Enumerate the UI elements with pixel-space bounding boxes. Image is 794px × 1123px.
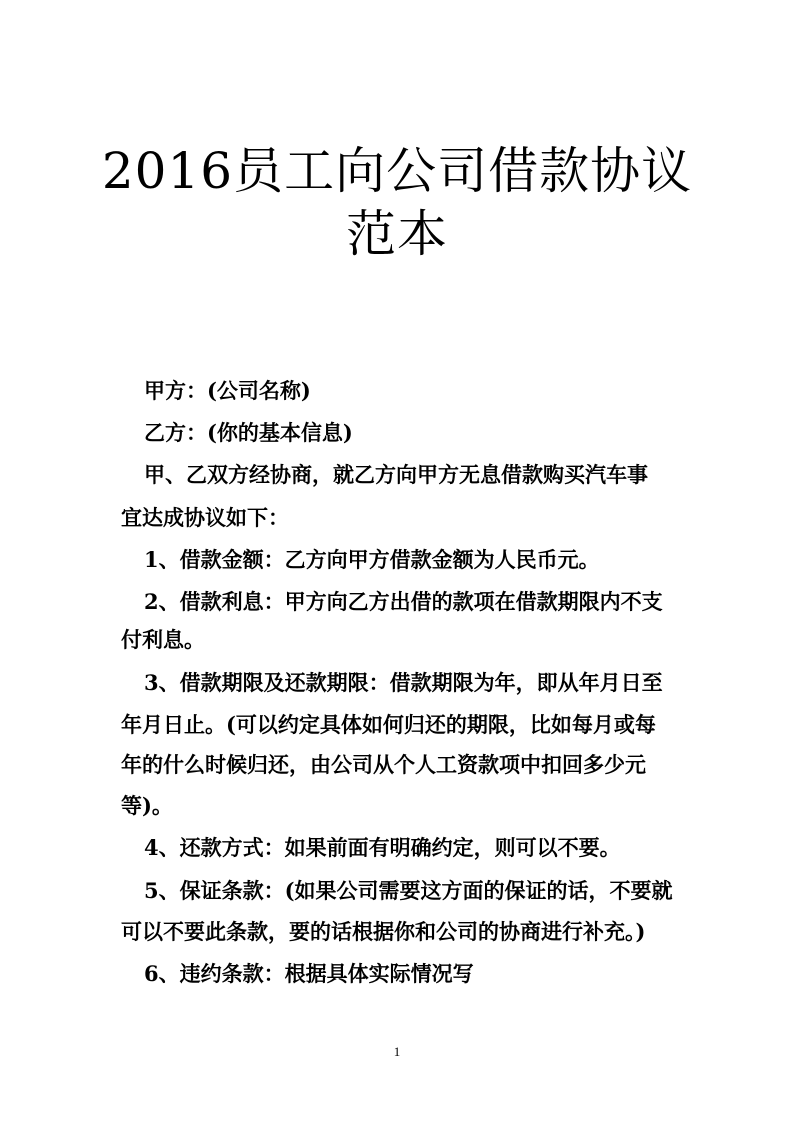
party-b-line: 乙方：(你的基本信息): [144, 420, 353, 445]
clause-3-line1: 3、借款期限及还款期限：借款期限为年，即从年月日至: [144, 670, 663, 695]
clause-1-line1: 1、借款金额：乙方向甲方借款金额为人民币元。: [144, 547, 600, 572]
page-number: 1: [393, 1044, 401, 1059]
document-title-line1: 2016员工向公司借款协议: [101, 142, 693, 200]
clause-3-line3: 年的什么时候归还，由公司从个人工资款项中扣回多少元: [121, 752, 646, 777]
clause-3-line2: 年月日止。(可以约定具体如何归还的期限，比如每月或每: [121, 712, 656, 737]
preamble-line1: 甲、乙双方经协商，就乙方向甲方无息借款购买汽车事: [144, 462, 648, 487]
preamble-line2: 宜达成协议如下：: [121, 505, 289, 530]
clause-2-line1: 2、借款利息：甲方向乙方出借的款项在借款期限内不支: [144, 589, 663, 614]
clause-5-line1: 5、保证条款：(如果公司需要这方面的保证的话，不要就: [144, 878, 673, 903]
clause-5-line2: 可以不要此条款，要的话根据你和公司的协商进行补充。): [121, 919, 646, 944]
clause-2-line2: 付利息。: [121, 627, 205, 652]
clause-3-line4: 等)。: [121, 793, 173, 818]
clause-4-line1: 4、还款方式：如果前面有明确约定，则可以不要。: [144, 835, 621, 860]
clause-6-line1: 6、违约条款：根据具体实际情况写: [144, 961, 474, 986]
party-a-line: 甲方：(公司名称): [144, 378, 311, 403]
document-title-line2: 范本: [346, 205, 448, 263]
